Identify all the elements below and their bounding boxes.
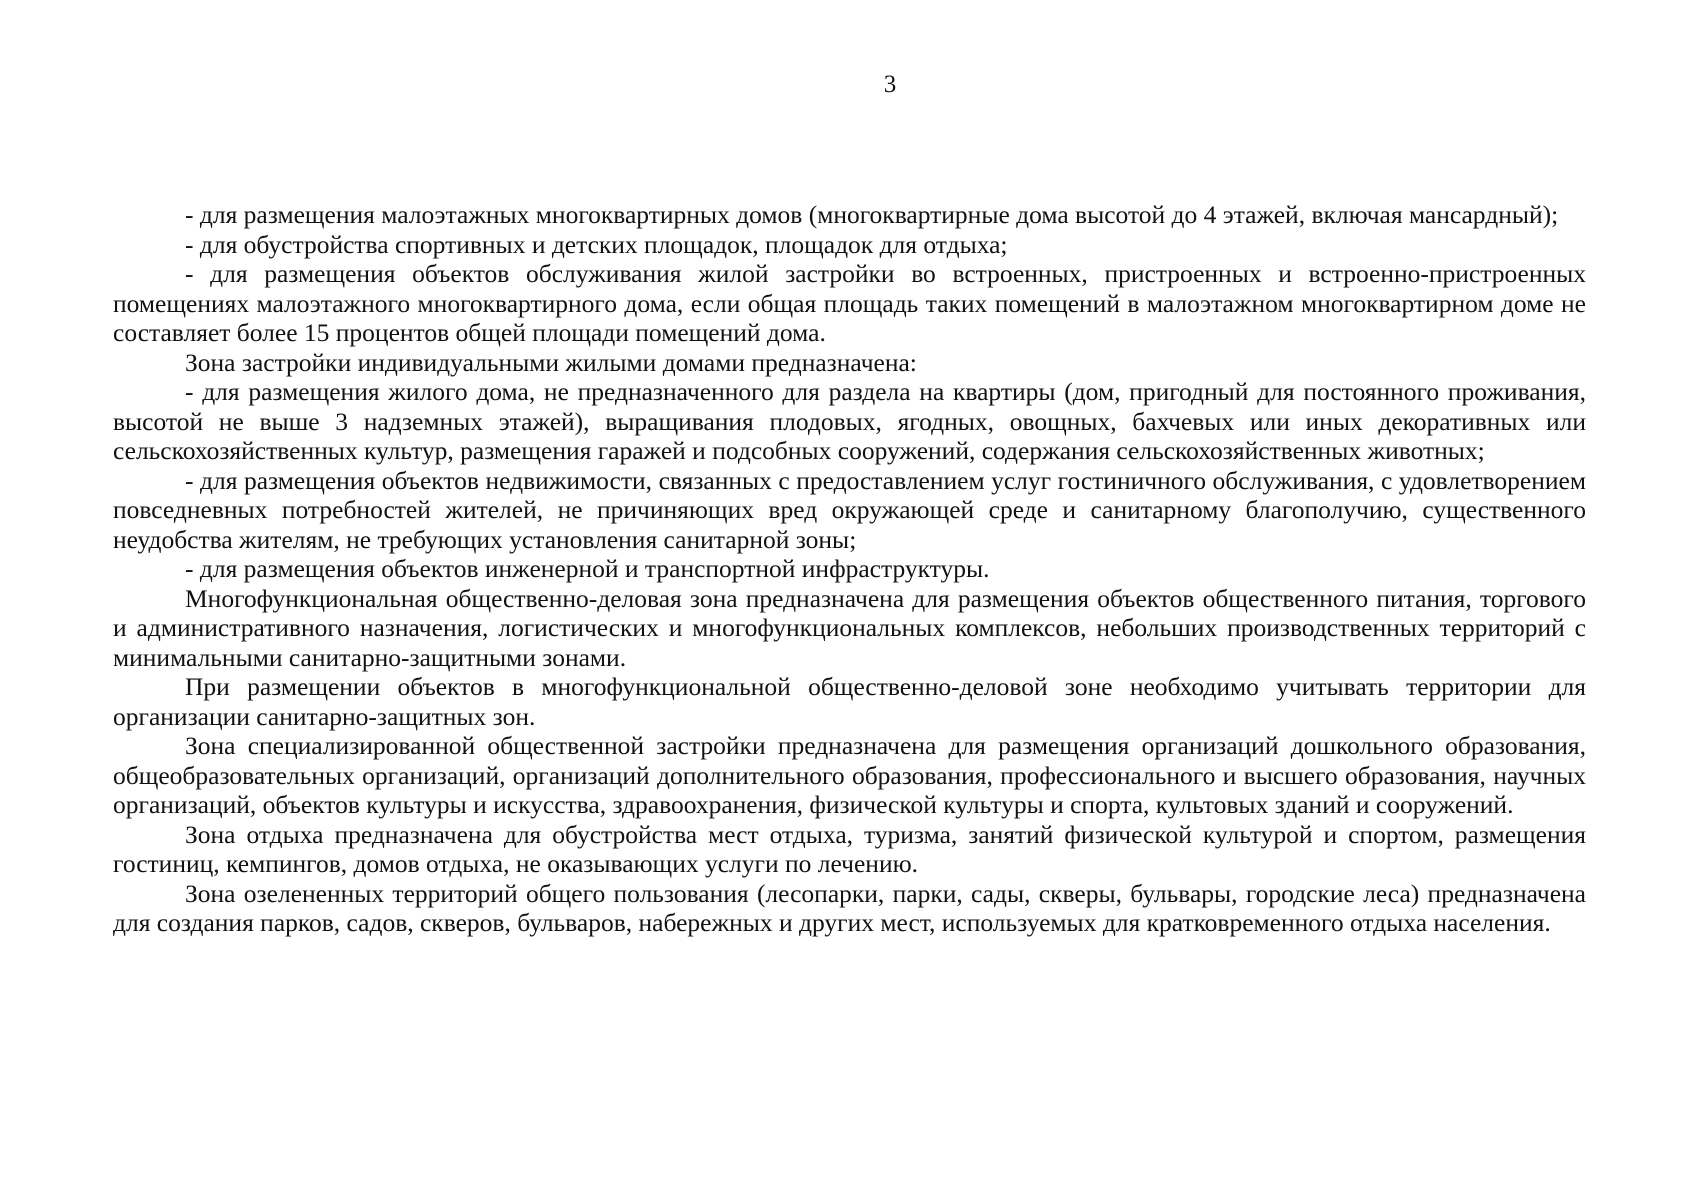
page-number: 3 — [883, 71, 897, 98]
paragraph-2: - для обустройства спортивных и детских площадок, площадок для отдыха; — [185, 229, 1008, 259]
paragraph-9: При размещении объектов в многофункциональной общественно-деловой зоне необходимо учитывать территории для организации санитарно-защитных зон. — [113, 672, 1586, 731]
paragraph-10: Зона специализированной общественной застройки предназначена для размещения организаций дошкольного образования, общеобразовательных организаций, организаций дополнительного образования, профессионального и высшего образования, научных организаций, объектов культуры и искусства, здравоохранения, физической культуры и спорта, культовых зданий и сооружений. — [113, 731, 1586, 819]
document-body — [113, 200, 1586, 938]
paragraph-11: Зона отдыха предназначена для обустройства мест отдыха, туризма, занятий физической культурой и спортом, размещения гостиниц, кемпингов, домов отдыха, не оказывающих услуги по лечению. — [113, 819, 1586, 878]
paragraph-8: Многофункциональная общественно-деловая зона предназначена для размещения объектов общественного питания, торгового и административного назначения, логистических и многофункциональных комплексов, небольших производственных территорий с минимальными санитарно-защитными зонами. — [113, 583, 1586, 672]
paragraph-12: Зона озелененных территорий общего пользования (лесопарки, парки, сады, скверы, бульвары, городские леса) предназначена для создания парков, садов, скверов, бульваров, набережных и других мест, используемых для кратковременного отдыха населения. — [113, 878, 1586, 937]
paragraph-4: Зона застройки индивидуальными жилыми домами предназначена: — [185, 347, 917, 377]
paragraph-1: - для размещения малоэтажных многоквартирных домов (многоквартирные дома высотой до 4 этажей, включая мансардный); — [185, 200, 1559, 229]
paragraph-6: - для размещения объектов недвижимости, связанных с предоставлением услуг гостиничного обслуживания, с удовлетворением повседневных потребностей жителей, не причиняющих вред окружающей среде и санитарному благополучию, существенного неудобства жителям, не требующих установления санитарной зоны; — [113, 465, 1586, 554]
paragraph-5: - для размещения жилого дома, не предназначенного для раздела на квартиры (дом, пригодный для постоянного проживания, высотой не выше 3 надземных этажей), выращивания плодовых, ягодных, овощных, бахчевых или иных декоративных или сельскохозяйственных культур, размещения гаражей и подсобных сооружений, содержания сельскохозяйственных животных; — [113, 377, 1586, 465]
paragraph-3: - для размещения объектов обслуживания жилой застройки во встроенных, пристроенных и встроенно-пристроенных помещениях малоэтажного многоквартирного дома, если общая площадь таких помещений в малоэтажном многоквартирном доме не составляет более 15 процентов общей площади помещений дома. — [113, 259, 1586, 347]
paragraph-7: - для размещения объектов инженерной и транспортной инфраструктуры. — [185, 554, 990, 583]
